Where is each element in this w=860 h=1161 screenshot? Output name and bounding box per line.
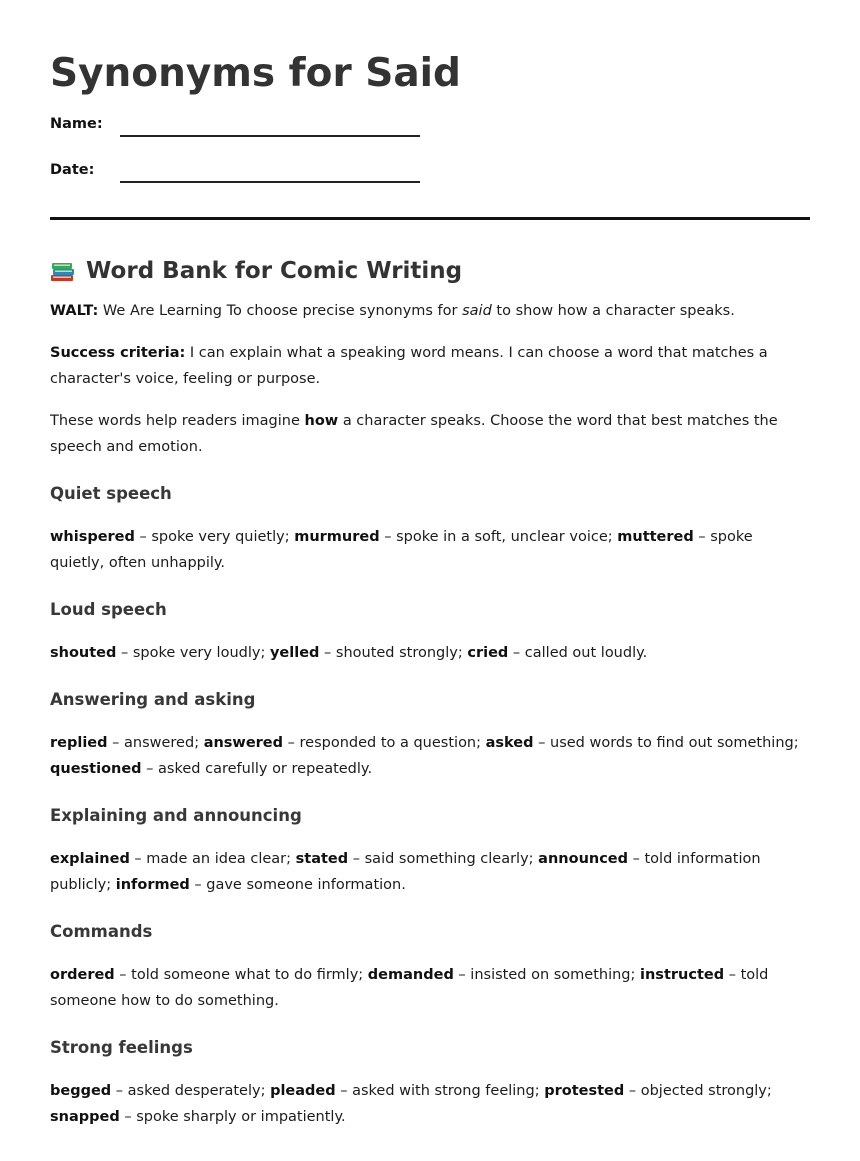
synonym-definition: objected strongly — [640, 1083, 767, 1099]
word-section — [50, 1036, 810, 1130]
synonym-definition: shouted strongly — [335, 645, 458, 661]
intro-paragraph — [50, 408, 810, 460]
word-section — [50, 482, 810, 576]
synonym-definition: made an idea clear — [146, 851, 287, 867]
synonym-word: cried — [467, 645, 509, 661]
synonym-word: instructed — [640, 967, 725, 983]
synonym-definition: asked with strong feeling — [352, 1083, 535, 1099]
success-criteria-paragraph — [50, 340, 810, 392]
synonym-definition: spoke very loudly — [132, 645, 261, 661]
synonym-word: questioned — [50, 761, 142, 777]
success-criteria-text: I can explain what a speaking word means. I can choose a word that matches a character's voice, feeling or purpose. — [50, 345, 768, 387]
section-entries: replied – answered; answered – responded to a question; asked – used words to find out something; questioned – asked carefully or repeatedly. — [50, 735, 799, 777]
section-heading: Loud speech — [50, 600, 167, 619]
section-entries: ordered – told someone what to do firmly; demanded – insisted on something; instructed – told someone how to do something. — [50, 967, 769, 1009]
synonym-word: pleaded — [270, 1083, 336, 1099]
word-bank-heading-text: Word Bank for Comic Writing — [86, 258, 463, 284]
synonym-word: begged — [50, 1083, 112, 1099]
date-write-line — [120, 181, 420, 183]
synonym-definition: spoke very quietly — [151, 529, 285, 545]
synonym-definition: spoke sharply or impatiently — [136, 1109, 341, 1125]
intro-bold: how — [304, 413, 339, 429]
synonym-definition: asked desperately — [127, 1083, 261, 1099]
section-heading: Commands — [50, 922, 153, 941]
word-section — [50, 598, 810, 666]
synonym-definition: used words to find out something — [550, 735, 794, 751]
synonym-word: yelled — [269, 645, 320, 661]
synonym-definition: insisted on something — [470, 967, 631, 983]
section-heading: Explaining and announcing — [50, 806, 302, 825]
intro-after: a character speaks. Choose the word that best matches the speech and emotion. — [50, 413, 778, 455]
synonym-word: shouted — [50, 645, 117, 661]
section-entries: shouted – spoke very loudly; yelled – shouted strongly; cried – called out loudly. — [50, 645, 648, 661]
success-criteria-label: Success criteria: — [50, 345, 186, 361]
synonym-word: demanded — [367, 967, 454, 983]
synonym-word: answered — [203, 735, 284, 751]
word-bank-heading — [50, 256, 810, 286]
walt-paragraph — [50, 298, 810, 324]
section-entries: explained – made an idea clear; stated – said something clearly; announced – told information publicly; informed – gave someone information. — [50, 851, 761, 893]
section-heading: Strong feelings — [50, 1038, 193, 1057]
synonym-word: stated — [295, 851, 349, 867]
synonym-definition: spoke quietly, often unhappily — [50, 529, 753, 571]
walt-emphasis: said — [462, 303, 492, 319]
word-section — [50, 688, 810, 782]
synonym-word: whispered — [50, 529, 135, 545]
walt-text-before: We Are Learning To choose precise synonyms for — [102, 303, 458, 319]
synonym-definition: asked carefully or repeatedly — [158, 761, 368, 777]
word-section — [50, 804, 810, 898]
page-title: Synonyms for Said — [50, 51, 461, 96]
synonym-word: snapped — [50, 1109, 120, 1125]
section-entries: whispered – spoke very quietly; murmured – spoke in a soft, unclear voice; muttered – spoke quietly, often unhappily. — [50, 529, 753, 571]
synonym-word: informed — [115, 877, 190, 893]
synonym-word: announced — [538, 851, 629, 867]
name-write-line — [120, 135, 420, 137]
synonym-definition: spoke in a soft, unclear voice — [396, 529, 608, 545]
synonym-definition: told someone what to do firmly — [131, 967, 359, 983]
section-heading: Quiet speech — [50, 484, 172, 503]
synonym-word: ordered — [50, 967, 115, 983]
date-field — [50, 162, 810, 208]
section-heading: Answering and asking — [50, 690, 256, 709]
section-divider — [50, 217, 810, 220]
walt-text-after: to show how a character speaks. — [496, 303, 735, 319]
name-field — [50, 116, 810, 162]
walt-label: WALT: — [50, 303, 99, 319]
synonym-definition: answered — [124, 735, 195, 751]
synonym-word: murmured — [294, 529, 380, 545]
date-label: Date: — [50, 162, 95, 178]
synonym-definition: told information publicly — [50, 851, 761, 893]
synonym-definition: said something clearly — [364, 851, 529, 867]
synonym-definition: gave someone information — [206, 877, 402, 893]
synonym-word: explained — [50, 851, 130, 867]
synonym-definition: responded to a question — [299, 735, 477, 751]
synonym-word: protested — [544, 1083, 625, 1099]
synonym-word: muttered — [617, 529, 694, 545]
section-entries: begged – asked desperately; pleaded – asked with strong feeling; protested – objected strongly; snapped – spoke sharply or impatiently. — [50, 1083, 772, 1125]
synonym-word: replied — [50, 735, 108, 751]
synonym-definition: called out loudly — [524, 645, 643, 661]
books-icon — [50, 259, 76, 283]
synonym-word: asked — [485, 735, 534, 751]
word-section — [50, 920, 810, 1014]
intro-before: These words help readers imagine — [50, 413, 300, 429]
word-sections — [50, 482, 810, 1130]
synonym-definition: told someone how to do something — [50, 967, 769, 1009]
name-label: Name: — [50, 116, 103, 132]
